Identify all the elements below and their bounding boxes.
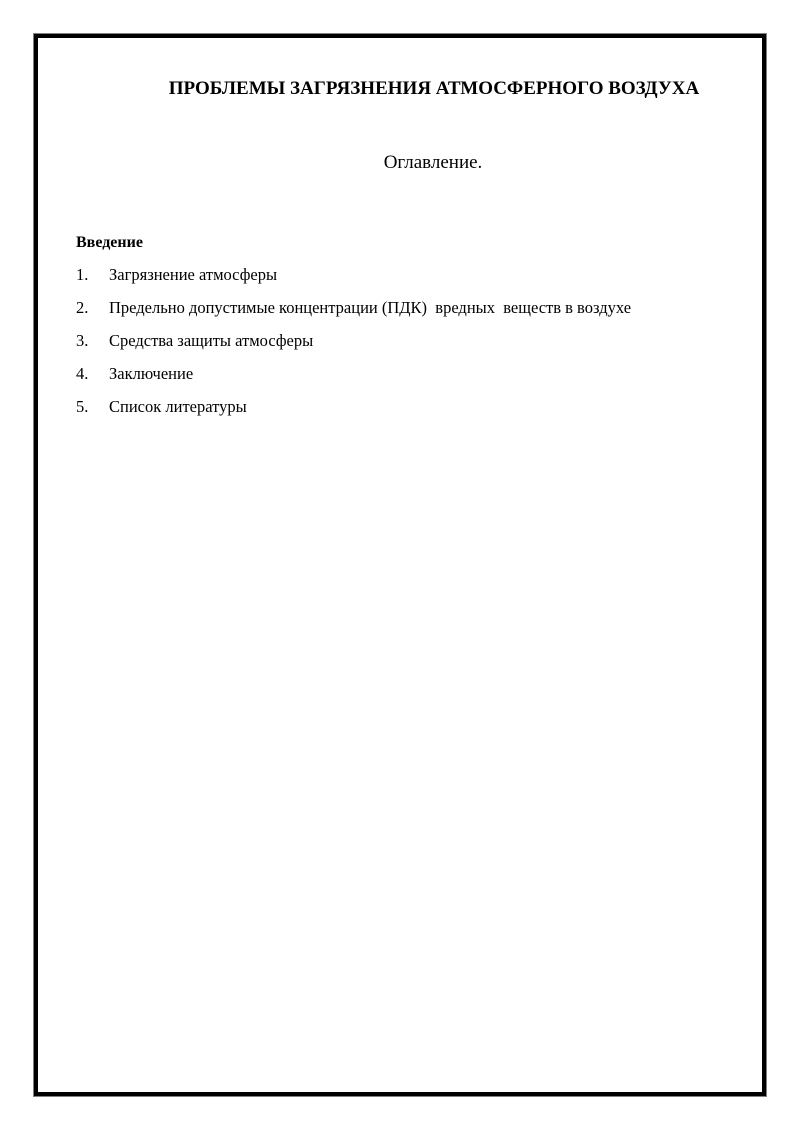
page-border (34, 34, 766, 1096)
toc-item-number: 2. (76, 298, 89, 317)
toc-item-label: Список литературы (109, 397, 247, 416)
table-of-contents (76, 265, 631, 430)
toc-intro: Введение (76, 234, 143, 251)
toc-item-label: Предельно допустимые концентрации (ПДК) вредных веществ в воздухе (109, 298, 632, 317)
toc-item-label: Заключение (109, 364, 194, 383)
toc-item (76, 397, 631, 430)
toc-heading: Оглавление. (383, 152, 483, 173)
toc-item (76, 331, 631, 364)
toc-item (76, 364, 631, 397)
toc-item-number: 4. (76, 364, 89, 383)
toc-item-label: Средства защиты атмосферы (109, 331, 314, 350)
toc-item (76, 265, 631, 298)
toc-item-number: 1. (76, 265, 89, 284)
toc-item-label: Загрязнение атмосферы (109, 265, 278, 284)
toc-item-number: 3. (76, 331, 89, 350)
toc-item (76, 298, 631, 331)
toc-item-number: 5. (76, 397, 89, 416)
document-title: ПРОБЛЕМЫ ЗАГРЯЗНЕНИЯ АТМОСФЕРНОГО ВОЗДУХА (168, 78, 700, 99)
